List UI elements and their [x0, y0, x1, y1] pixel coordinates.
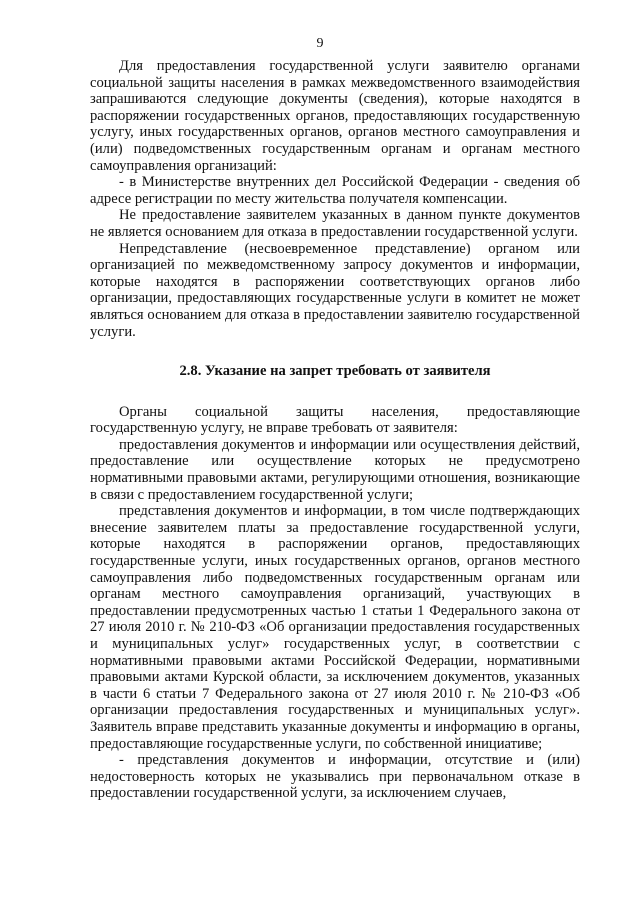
- document-body: [90, 58, 580, 802]
- paragraph-mvd: - в Министерстве внутренних дел Российской Федерации - сведения об адресе регистрации по месту жительства получателя компенсации.: [90, 174, 580, 207]
- paragraph-not-grounds: Не предоставление заявителем указанных в данном пункте документов не является основанием для отказа в предоставлении государственной услуги.: [90, 207, 580, 240]
- paragraph-prohibition-1: предоставления документов и информации или осуществления действий, предоставление или осуществление которых не предусмотрено нормативными правовыми актами, регулирующими отношения, возникающие в связи с предоставлением государственной услуги;: [90, 436, 580, 503]
- page-number: 9: [316, 36, 324, 51]
- paragraph-prohibition-2: представления документов и информации, в том числе подтверждающих внесение заявителем платы за предоставление государственной услуги, которые находятся в распоряжении органов, предоставляющих государственные услуги, иных государственных органов, органов местного самоуправления либо подведомственных государственным органам или органам местного самоуправления организаций, участвующих в предоставлении предусмотренных частью 1 статьи 1 Федерального закона от 27 июля 2010 г. № 210-ФЗ «Об организации предоставления государственных и муниципальных услуг» государственных услуг, в соответствии с нормативными правовыми актами Российской Федерации, нормативными правовыми актами Курской области, за исключением документов, указанных в части 6 статьи 7 Федерального закона от 27 июля 2010 г. № 210-ФЗ «Об организации предоставления государственных и муниципальных услуг». Заявитель вправе представить указанные документы и информацию в органы, предоставляющие государственные услуги, по собственной инициативе;: [90, 503, 580, 752]
- paragraph-prohibition-3: - представления документов и информации, отсутствие и (или) недостоверность которых не указывались при первоначальном отказе в предоставлении государственной услуги, за исключением случаев,: [90, 752, 580, 802]
- paragraph-intro: Для предоставления государственной услуги заявителю органами социальной защиты населения в рамках межведомственного взаимодействия запрашиваются следующие документы (сведения), которые находятся в распоряжении государственных органов, предоставляющих государственную услугу, иных государственных органов, органов местного самоуправления и (или) подведомственных государственным органам и органам местного самоуправления организаций:: [90, 58, 580, 174]
- paragraph-prohibition-intro: Органы социальной защиты населения, предоставляющие государственную услугу, не вправе требовать от заявителя:: [90, 403, 580, 437]
- section-heading: 2.8. Указание на запрет требовать от заявителя: [179, 363, 491, 380]
- paragraph-nonsubmission: Непредставление (несвоевременное представление) органом или организацией по межведомственному запросу документов и информации, которые находятся в распоряжении соответствующих органов либо организации, предоставляющих государственные услуги в комитет не может являться основанием для отказа в предоставлении заявителю государственной услуги.: [90, 240, 580, 340]
